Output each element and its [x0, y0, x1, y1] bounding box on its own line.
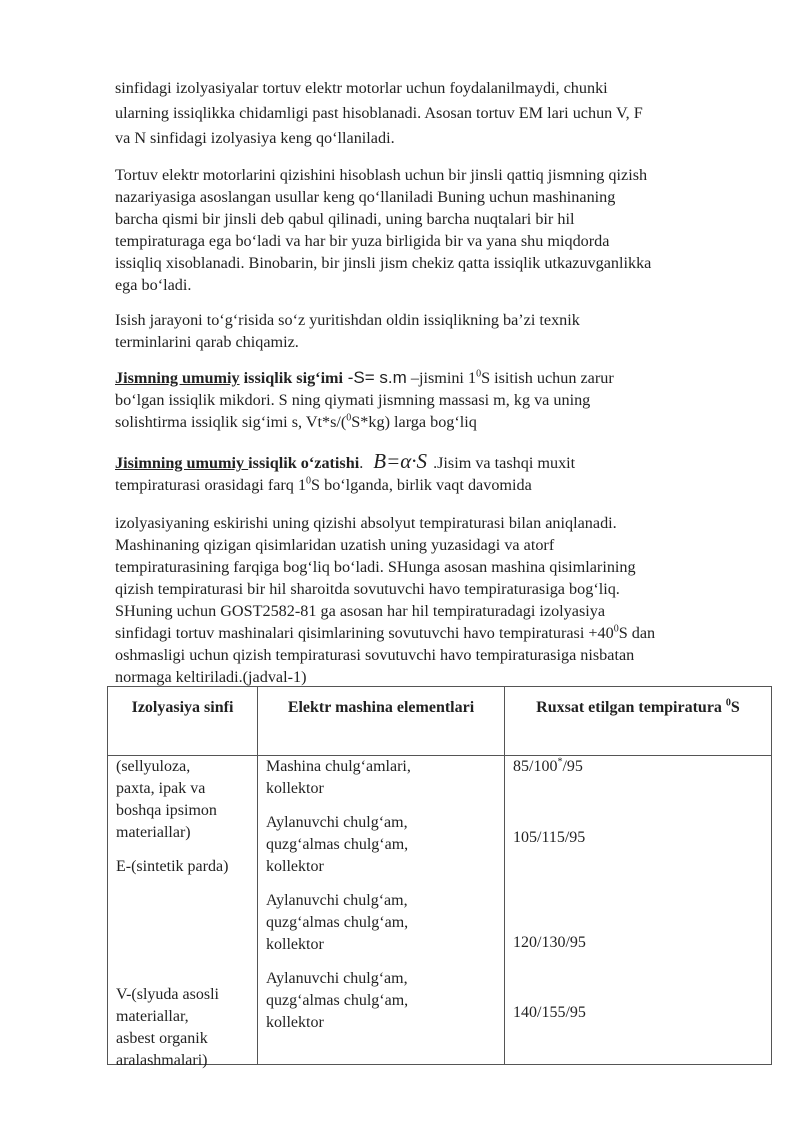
formula-heat-capacity: -S= s.m — [343, 368, 407, 387]
cell-machine-elements — [258, 756, 505, 1065]
text-line: Aylanuvchi chulg‘am, — [266, 814, 408, 831]
text-fragment: S*kg) larga bog‘liq — [351, 413, 477, 431]
text-fragment: S bo‘lganda, birlik vaqt davomida — [311, 476, 532, 494]
header-machine-elements: Elektr mashina elementlari — [258, 687, 505, 756]
text-line: sinfidagi izolyasiyalar tortuv elektr motorlar uchun foydalanilmaydi, chunki — [115, 79, 608, 97]
text-line: terminlarini qarab chiqamiz. — [115, 333, 299, 351]
text-fragment: S dan — [618, 624, 656, 642]
text-line: kollektor — [266, 936, 324, 953]
class-e-text — [116, 856, 228, 878]
elements-group-3 — [266, 890, 408, 956]
text-fragment: –jismini 1 — [406, 369, 477, 387]
class-cellulose-text — [116, 756, 217, 844]
superscript: 0 — [306, 475, 312, 487]
superscript: * — [557, 756, 563, 768]
temperature-value-2: 105/115/95 — [513, 829, 586, 846]
cell-allowed-temperatures — [505, 756, 772, 1065]
text-line: Tortuv elektr motorlarini qizishini hisoblash uchun bir jinsli qattiq jismning qizish — [115, 166, 648, 184]
text-fragment: tempiraturasi orasidagi farq 1 — [115, 476, 307, 494]
table-row — [108, 756, 772, 1065]
text-line: kollektor — [266, 1014, 324, 1031]
superscript: 0 — [613, 623, 619, 635]
temperature-value-4: 140/155/95 — [513, 1004, 586, 1021]
text-line: barcha qismi bir jinsli deb qabul qilinadi, uning barcha nuqtalari bir hil — [115, 210, 575, 228]
text-line: Mashinaning qizigan qisimlaridan uzatish uning yuzasidagi va atorf — [115, 536, 555, 554]
paragraph-insulation-aging — [115, 512, 755, 688]
text-line: tempiraturasining farqiga bog‘liq bo‘ladi. SHunga asosan mashina qisimlarining — [115, 558, 636, 576]
text-fragment: S isitish uchun zarur — [481, 369, 614, 387]
superscript: 0 — [346, 412, 352, 424]
text-line: Aylanuvchi chulg‘am, — [266, 892, 408, 909]
table-header-row — [108, 687, 772, 756]
paragraph-heat-transfer — [115, 450, 755, 496]
text-line: izolyasiyaning eskirishi uning qizishi absolyut tempiraturasi bilan aniqlanadi. — [115, 514, 617, 532]
text-line: boshqa ipsimon — [116, 802, 217, 819]
text-line: bo‘lgan issiqlik mikdori. S ning qiymati jismning massasi m, kg va uning — [115, 391, 591, 409]
header-text: S — [730, 699, 740, 716]
text-line: oshmasligi uchun qizish tempiraturasi sovutuvchi havo tempiraturasiga nisbatan — [115, 646, 635, 664]
text-line: (sellyuloza, — [116, 758, 191, 775]
superscript: 0 — [476, 368, 482, 380]
cell-insulation-classes — [108, 756, 258, 1069]
text-line — [115, 367, 755, 389]
text-line: issiqliq xisoblanadi. Binobarin, bir jinsli jism chekiz qatta issiqlik utkazuvganlikka — [115, 254, 652, 272]
text-line: normaga keltiriladi.(jadval-1) — [115, 668, 307, 686]
text-line — [115, 474, 755, 496]
text-line: aralashmalari) — [116, 1052, 208, 1069]
class-v-text — [116, 984, 219, 1072]
elements-group-2 — [266, 812, 408, 878]
text-fragment: solishtirma issiqlik sig‘imi s, Vt*s/( — [115, 413, 347, 431]
text-fragment: sinfidagi tortuv mashinalari qisimlarining sovutuvchi havo tempiraturasi +40 — [115, 624, 614, 642]
text-line: E-(sintetik parda) — [116, 858, 229, 875]
text-line: quzg‘almas chulg‘am, — [266, 836, 409, 853]
text-line: materiallar, — [116, 1008, 189, 1025]
text-line: kollektor — [266, 780, 324, 797]
term-heat-capacity-rest: issiqlik sig‘imi — [239, 369, 344, 387]
text-line: kollektor — [266, 858, 324, 875]
text-line — [115, 411, 755, 433]
text-line — [115, 450, 755, 474]
text-line: quzg‘almas chulg‘am, — [266, 992, 409, 1009]
temperature-limits-table — [107, 686, 772, 1069]
text-fragment: . — [359, 454, 364, 472]
text-line: Isish jarayoni to‘g‘risida so‘z yuritishdan oldin issiqlikning ba’zi texnik — [115, 311, 580, 329]
text-line: Mashina chulg‘amlari, — [266, 758, 411, 775]
term-heat-transfer-rest: issiqlik o‘zatishi — [248, 454, 360, 472]
text-line: ega bo‘ladi. — [115, 276, 192, 294]
header-text: Ruxsat etilgan tempiratura — [536, 699, 726, 716]
term-heat-capacity: Jismning umumiy — [115, 369, 240, 387]
superscript: 0 — [725, 697, 731, 709]
text-line: asbest organik — [116, 1030, 208, 1047]
text-line — [115, 622, 755, 644]
text-line: nazariyasiga asoslangan usullar keng qo‘llaniladi Buning uchun mashinaning — [115, 188, 616, 206]
header-allowed-temperature — [505, 687, 772, 756]
paragraph-terms-intro — [115, 309, 755, 353]
text-line: paxta, ipak va — [116, 780, 206, 797]
temperature-value-1 — [513, 756, 583, 778]
text-fragment: 85/100 — [513, 758, 558, 775]
text-line: SHuning uchun GOST2582-81 ga asosan har hil tempiraturadagi izolyasiya — [115, 602, 606, 620]
paragraph-insulation-classes — [115, 76, 755, 151]
text-line: tempiraturaga ega bo‘ladi va har bir yuza birligida bir va yana shu miqdorda — [115, 232, 610, 250]
paragraph-heating-theory — [115, 164, 755, 296]
text-line: qizish tempiraturasi bir hil sharoitda sovutuvchi havo tempiraturasiga bog‘liq. — [115, 580, 620, 598]
text-line: materiallar) — [116, 824, 191, 841]
elements-group-4 — [266, 968, 408, 1034]
temperature-value-3: 120/130/95 — [513, 934, 586, 951]
text-fragment: /95 — [562, 758, 583, 775]
text-line: V-(slyuda asosli — [116, 986, 219, 1003]
paragraph-heat-capacity — [115, 367, 755, 433]
header-insulation-class: Izolyasiya sinfi — [108, 687, 258, 756]
term-heat-transfer: Jisimning umumiy — [115, 454, 249, 472]
text-fragment: .Jisim va tashqi muxit — [433, 454, 576, 472]
formula-heat-transfer: B=α·S — [373, 449, 428, 473]
text-line: quzg‘almas chulg‘am, — [266, 914, 409, 931]
text-line: ularning issiqlikka chidamligi past hisoblanadi. Asosan tortuv EM lari uchun V, F — [115, 104, 643, 122]
text-line: va N sinfidagi izolyasiya keng qo‘llaniladi. — [115, 129, 395, 147]
text-line: Aylanuvchi chulg‘am, — [266, 970, 408, 987]
elements-group-1 — [266, 756, 411, 800]
